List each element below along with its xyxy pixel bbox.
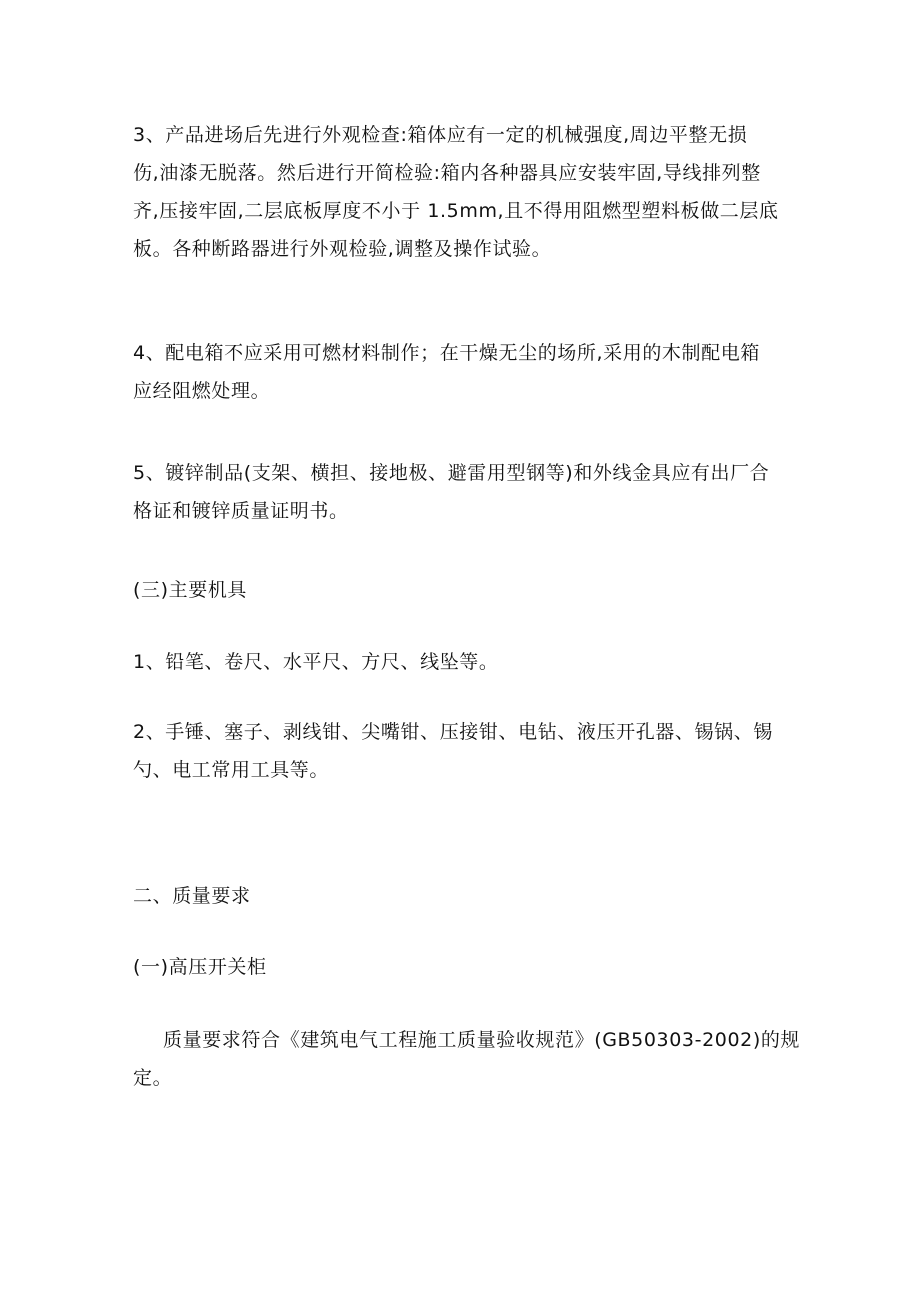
- subheading-text: (一)高压开关柜: [133, 956, 267, 978]
- tool-item-2: [133, 713, 788, 789]
- subheading-main-tools: [133, 571, 788, 609]
- section-heading-quality: [133, 877, 788, 915]
- paragraph-line: 定。: [133, 1067, 173, 1089]
- item-4-paragraph: [133, 334, 788, 410]
- paragraph-line: 质量要求符合《建筑电气工程施工质量验收规范》(GB50303-2002)的规: [163, 1029, 801, 1051]
- item-5-paragraph: [133, 454, 788, 530]
- paragraph-line: 3、产品进场后先进行外观检查:箱体应有一定的机械强度,周边平整无损: [133, 124, 748, 146]
- item-3-paragraph: [133, 116, 788, 268]
- paragraph-line: 齐,压接牢固,二层底板厚度不小于 1.5mm,且不得用阻燃型塑料板做二层底: [133, 200, 779, 222]
- paragraph-line: 4、配电箱不应采用可燃材料制作；在干燥无尘的场所,采用的木制配电箱: [133, 342, 760, 364]
- subheading-text: (三)主要机具: [133, 579, 248, 601]
- paragraph-line: 板。各种断路器进行外观检验,调整及操作试验。: [133, 238, 552, 260]
- paragraph-line: 格证和镀锌质量证明书。: [133, 500, 349, 522]
- paragraph-line: 5、镀锌制品(支架、横担、接地极、避雷用型钢等)和外线金具应有出厂合: [133, 462, 770, 484]
- paragraph-line: 应经阻燃处理。: [133, 380, 271, 402]
- tool-item-1: [133, 643, 788, 681]
- heading-text: 二、质量要求: [133, 885, 251, 907]
- paragraph-line: 2、手锤、塞子、剥线钳、尖嘴钳、压接钳、电钻、液压开孔器、锡锅、锡: [133, 721, 773, 743]
- paragraph-line: 勺、电工常用工具等。: [133, 759, 330, 781]
- quality-paragraph: [133, 1021, 801, 1097]
- subheading-switchgear: [133, 948, 788, 986]
- paragraph-line: 伤,油漆无脱落。然后进行开简检验:箱内各种器具应安装牢固,导线排列整: [133, 162, 761, 184]
- paragraph-line: 1、铅笔、卷尺、水平尺、方尺、线坠等。: [133, 651, 499, 673]
